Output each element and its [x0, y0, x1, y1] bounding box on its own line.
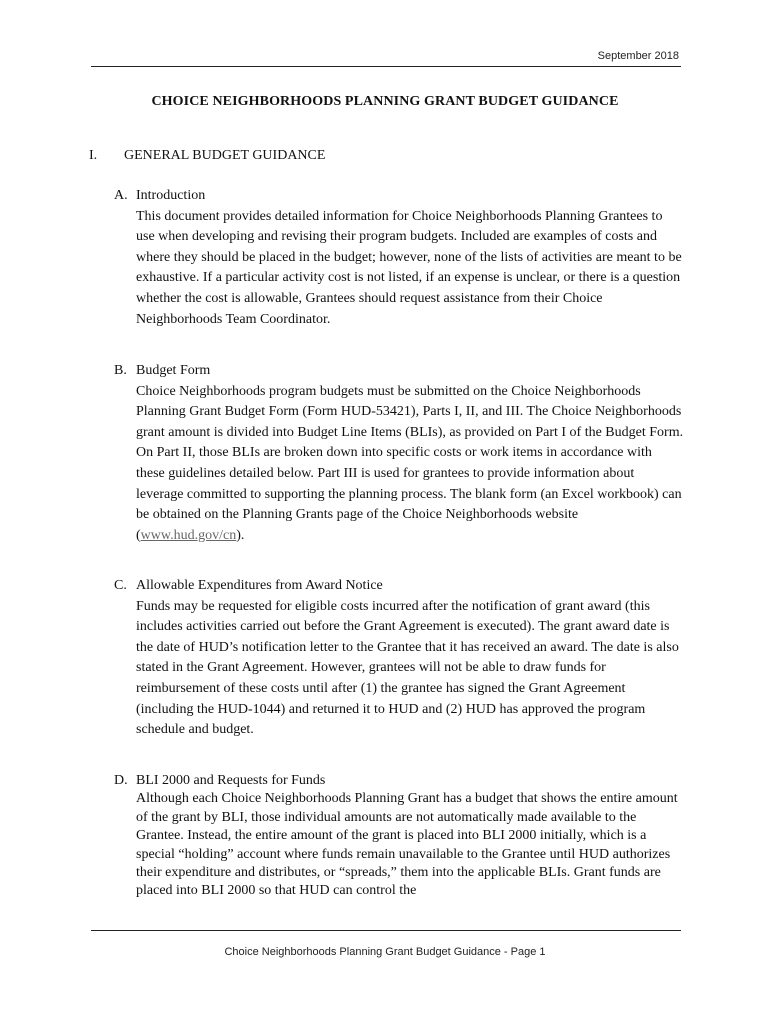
subsection-introduction	[114, 186, 684, 330]
subsection-body: Funds may be requested for eligible costs incurred after the notification of grant award (this includes activities carried out before the Grant Agreement is executed). The grant award date is the date of HUD’s notification letter to the Grantee that it has received an award. The date is also stated in the Grant Agreement. However, grantees will not be able to draw funds for reimbursement of these costs until after (1) the grantee has signed the Grant Agreement (including the HUD-1044) and returned it to HUD and (2) HUD has approved the program schedule and budget.	[136, 598, 679, 738]
subsection-heading	[114, 361, 684, 382]
header-date: September 2018	[597, 50, 679, 62]
subsection-budget-form	[114, 361, 684, 546]
subsection-heading	[114, 772, 684, 790]
page-footer: Choice Neighborhoods Planning Grant Budget Guidance - Page 1	[224, 946, 546, 958]
subsection-title: Allowable Expenditures from Award Notice	[136, 578, 383, 593]
section-heading	[89, 148, 325, 164]
section-number: I.	[89, 148, 98, 163]
subsection-title: BLI 2000 and Requests for Funds	[136, 773, 326, 788]
document-title: CHOICE NEIGHBORHOODS PLANNING GRANT BUDGET GUIDANCE	[151, 94, 619, 109]
subsection-title: Budget Form	[136, 363, 211, 378]
subsection-letter: D.	[114, 773, 128, 788]
body-text: Choice Neighborhoods program budgets must be submitted on the Choice Neighborhoods Planning Grant Budget Form (Form HUD-53421), Parts I, II, and III. The Choice Neighborhoods grant amount is divided into Budget Line Items (BLIs), as provided on Part I of the Budget Form. On Part II, those BLIs are broken down into specific costs or work items in accordance with these guidelines detailed below. Part III is used for grantees to provide information about leverage committed to supporting the planning process. The blank form (an Excel workbook) can be obtained on the Planning Grants page of the Choice Neighborhoods website (	[136, 383, 684, 543]
subsection-letter: C.	[114, 578, 127, 593]
subsection-body	[136, 382, 684, 547]
footer-rule	[91, 930, 681, 931]
subsection-heading	[114, 186, 684, 207]
subsection-body: This document provides detailed information for Choice Neighborhoods Planning Grantees to use when developing and revising their program budgets. Included are examples of costs and where they should be placed in the budget; however, none of the lists of activities are meant to be exhaustive. If a particular activity cost is not listed, if an expense is unclear, or there is a question whether the cost is allowable, Grantees should request assistance from their Choice Neighborhoods Team Coordinator.	[136, 208, 682, 327]
body-text-end: ).	[236, 527, 245, 543]
subsection-heading	[114, 576, 684, 597]
section-title: GENERAL BUDGET GUIDANCE	[124, 148, 326, 163]
subsection-letter: A.	[114, 188, 128, 203]
subsection-letter: B.	[114, 363, 127, 378]
header-rule	[91, 66, 681, 67]
subsection-bli-2000	[114, 772, 684, 901]
subsection-body: Although each Choice Neighborhoods Planning Grant has a budget that shows the entire amount of the grant by BLI, those individual amounts are not automatically made available to the Grantee. Instead, the entire amount of the grant is placed into BLI 2000 initially, which is a special “holding” account where funds remain unavailable to the Grantee until HUD authorizes their expenditure and distributes, or “spreads,” them into the applicable BLIs. Grant funds are placed into BLI 2000 so that HUD can control the	[136, 791, 678, 899]
website-link[interactable]: www.hud.gov/cn	[140, 527, 237, 543]
subsection-allowable-expenditures	[114, 576, 684, 741]
subsection-title: Introduction	[136, 188, 206, 203]
